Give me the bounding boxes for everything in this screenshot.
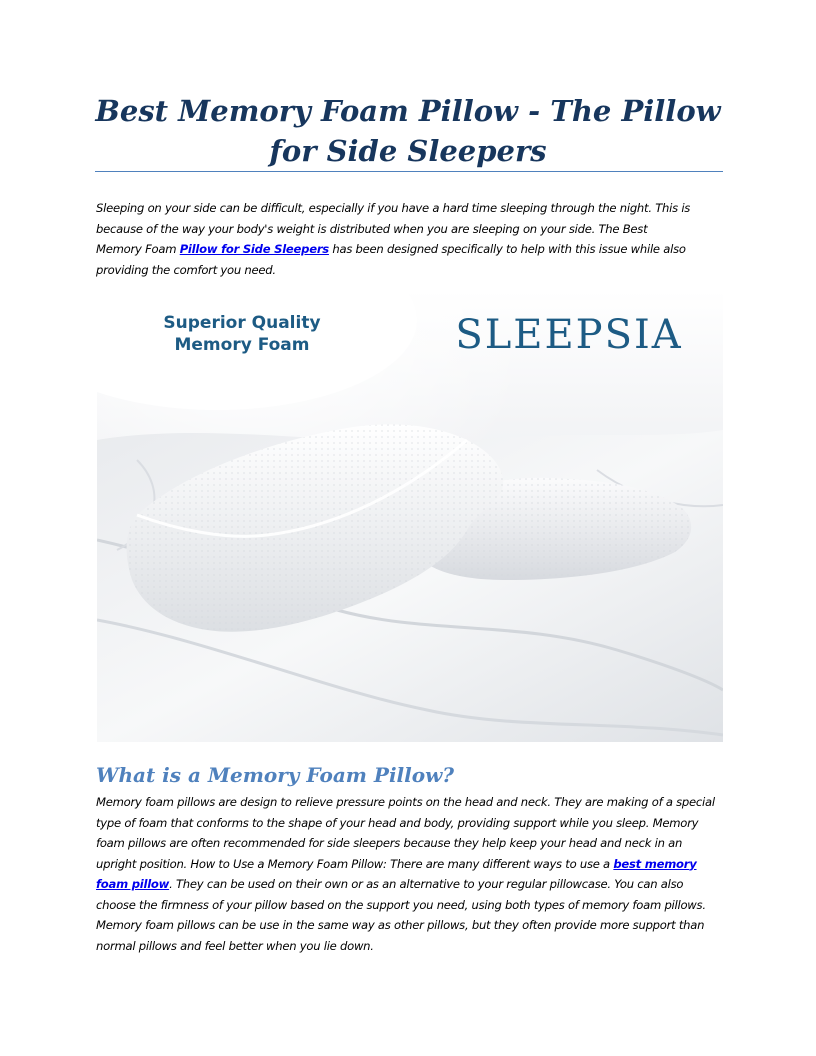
intro-paragraph <box>96 198 696 280</box>
pillow-for-side-sleepers-link[interactable]: Pillow for Side Sleepers <box>179 242 329 256</box>
badge-line-2: Memory Foam <box>174 335 310 355</box>
section-text-start: Memory foam pillows are design to relieve pressure points on the head and neck. They are making of a special type of foam that conforms to the shape of your head and body, providing support while you sleep. Memory foam pillows are often recommended for side sleepers because they help keep your head and neck in an upright position. How to Use a Memory Foam Pillow: There are many different ways to use a <box>96 795 715 871</box>
section-paragraph <box>96 792 722 956</box>
superior-quality-badge <box>97 290 387 390</box>
intro-text-end: has been designed specifically to help with this issue while also providing the comfort you need. <box>96 242 686 277</box>
sleepsia-logo: SLEEPSIA <box>455 312 683 358</box>
best-memory-foam-pillow-link[interactable]: best memory foam pillow <box>96 856 697 891</box>
page-title: Best Memory Foam Pillow - The Pillow for Side Sleepers <box>95 94 721 168</box>
intro-text-start: Sleeping on your side can be difficult, especially if you have a hard time sleeping through the night. This is because of the way your body's weight is distributed when you are sleeping on your side. The Best Memory Foam <box>96 201 691 256</box>
badge-line-1: Superior Quality <box>163 313 321 333</box>
section-heading: What is a Memory Foam Pillow? <box>96 763 455 787</box>
hero-image-pillows <box>97 290 723 742</box>
section-text-end: . They can be used on their own or as an alternative to your regular pillowcase. You can also choose the firmness of your pillow based on the support you need, using both types of memory foam pillows. Memory foam pillows can be use in the same way as other pillows, but they often provide more support than normal pillows and feel better when you lie down. <box>96 877 706 953</box>
title-divider <box>95 171 723 172</box>
